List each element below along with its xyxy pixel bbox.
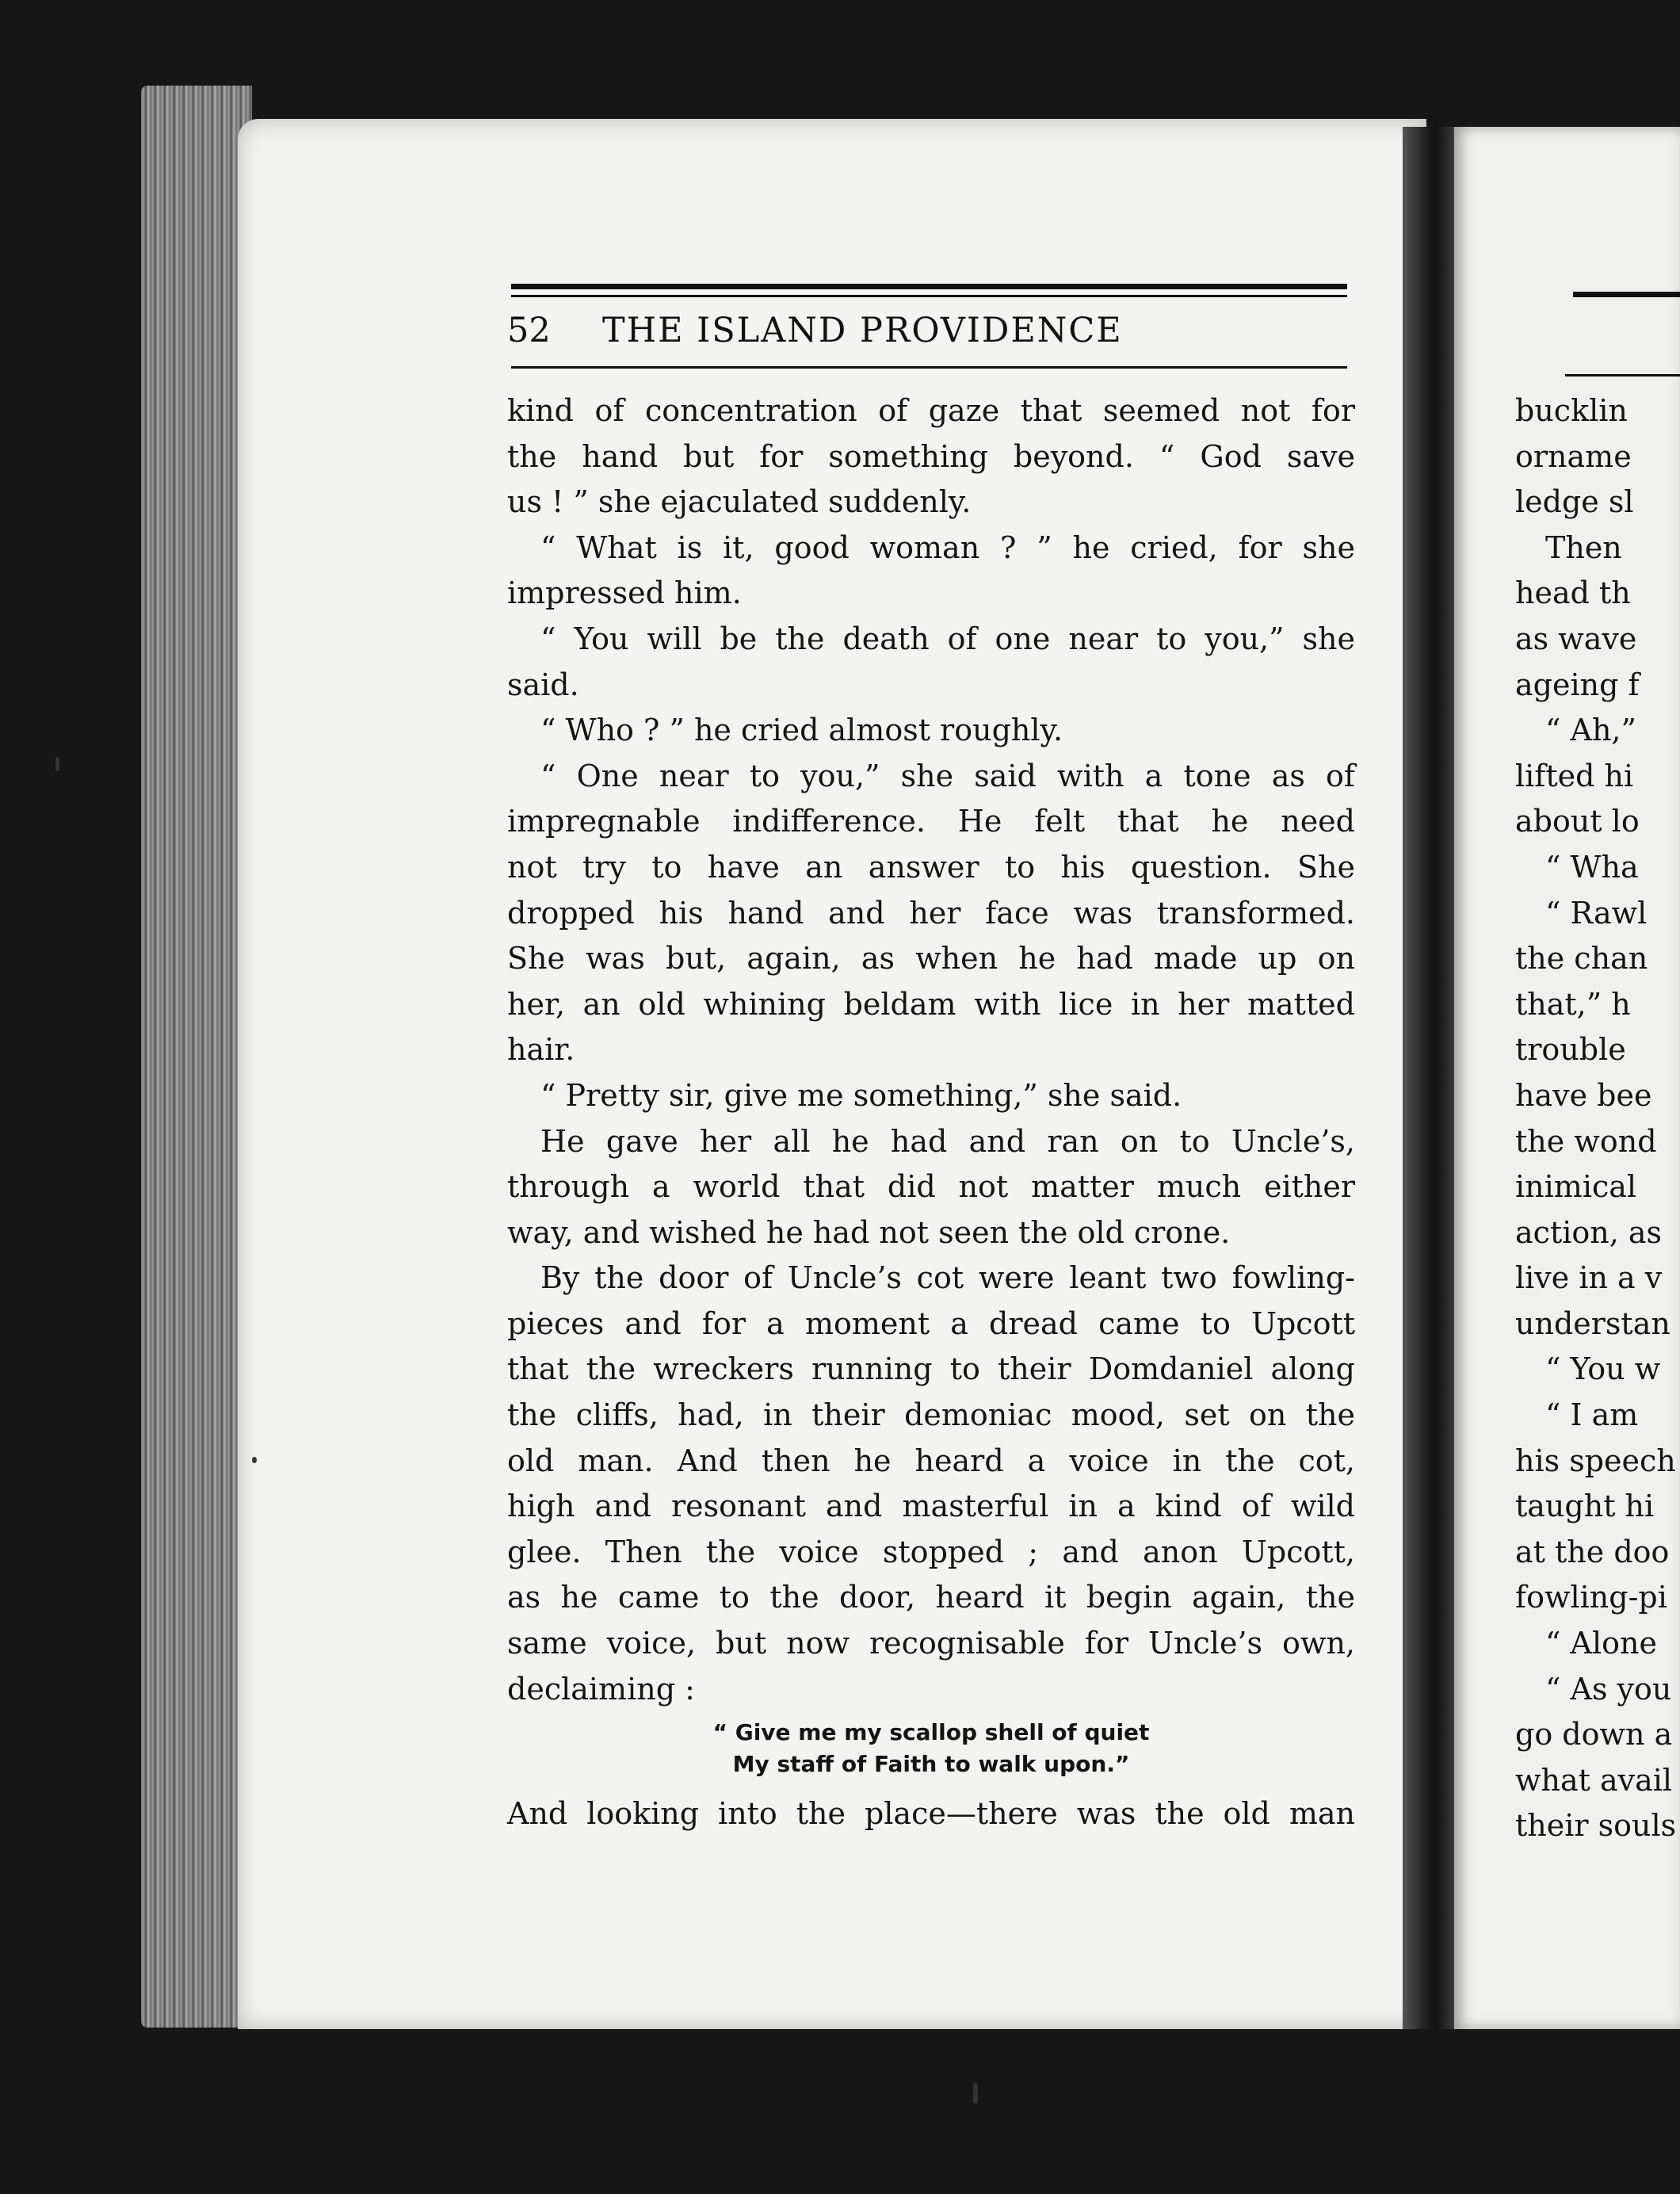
text-line: “ Wha <box>1545 849 1639 885</box>
text-line: ledge sl <box>1515 484 1634 520</box>
book-gutter <box>1403 127 1458 2029</box>
text-line: the chan <box>1515 941 1648 977</box>
text-line: fowling-pi <box>1515 1580 1667 1615</box>
text-line: their souls <box>1515 1808 1677 1844</box>
text-line: declaiming : <box>507 1671 695 1707</box>
text-line: not try to have an answer to his question. She <box>507 849 1355 885</box>
text-line: the cliffs, had, in their demoniac mood, set on the <box>507 1397 1355 1433</box>
text-line: bucklin <box>1515 393 1628 428</box>
scan-speck <box>55 757 59 771</box>
verse-quote-line: “ Give me my scallop shell of quiet <box>712 1719 1150 1746</box>
text-line: taught hi <box>1515 1489 1655 1524</box>
text-line: the wond <box>1515 1123 1657 1159</box>
text-line: high and resonant and masterful in a kind of wild <box>507 1489 1355 1524</box>
text-line: action, as <box>1515 1214 1663 1250</box>
text-line: old man. And then he heard a voice in the cot, <box>507 1443 1355 1478</box>
text-line: She was but, again, as when he had made up on <box>507 941 1355 977</box>
text-line: us ! ” she ejaculated suddenly. <box>507 484 972 520</box>
text-line: as wave <box>1515 621 1637 656</box>
text-line: pieces and for a moment a dread came to Upcott <box>507 1305 1355 1341</box>
text-line: head th <box>1515 575 1631 611</box>
verse-quote-line: My staff of Faith to walk upon.” <box>732 1751 1130 1778</box>
right-page-text <box>1515 388 1680 1849</box>
text-line: “ I am <box>1545 1397 1639 1433</box>
scan-speck <box>973 2083 978 2104</box>
page-number: 52 <box>507 311 551 350</box>
text-line: Then <box>1545 529 1622 565</box>
text-line: have bee <box>1515 1077 1652 1113</box>
text-line: “ Ah,” <box>1545 713 1636 748</box>
running-head <box>507 311 1347 350</box>
text-line: her, an old whining beldam with lice in her matted <box>507 986 1355 1022</box>
body-text <box>507 388 1355 1837</box>
text-line: “ You will be the death of one near to you,” she <box>540 621 1355 656</box>
text-line: “ What is it, good woman ? ” he cried, for she <box>540 529 1355 565</box>
text-line: impregnable indifference. He felt that he need <box>507 804 1355 839</box>
page-edges <box>141 86 252 2028</box>
text-line: hair. <box>507 1032 575 1068</box>
running-title: THE ISLAND PROVIDENCE <box>602 311 1123 350</box>
text-line: his speech <box>1515 1443 1676 1478</box>
text-line: said. <box>507 667 579 702</box>
text-line: lifted hi <box>1515 758 1634 793</box>
scan-speck <box>252 1457 257 1463</box>
text-line: “ As you <box>1545 1671 1672 1707</box>
text-line: that,” h <box>1515 986 1631 1022</box>
text-line: By the door of Uncle’s cot were leant two fowling- <box>540 1260 1355 1296</box>
text-line: “ Rawl <box>1545 895 1648 931</box>
right-header-rule-top <box>1573 292 1680 297</box>
text-line: trouble <box>1515 1032 1626 1068</box>
text-line: that the wreckers running to their Domdaniel along <box>507 1351 1355 1387</box>
text-line: “ Pretty sir, give me something,” she said. <box>540 1077 1182 1113</box>
text-line: impressed him. <box>507 575 742 611</box>
header-rule-top <box>511 284 1347 289</box>
text-line: what avail <box>1515 1762 1673 1798</box>
text-line: glee. Then the voice stopped ; and anon Upcott, <box>507 1534 1355 1569</box>
text-line: as he came to the door, heard it begin again, the <box>507 1580 1355 1615</box>
text-line: way, and wished he had not seen the old crone. <box>507 1214 1231 1250</box>
text-line: inimical <box>1515 1169 1637 1205</box>
header-rule-bottom <box>511 366 1347 369</box>
text-line: understan <box>1515 1305 1670 1341</box>
text-line: And looking into the place—there was the old man <box>507 1796 1355 1832</box>
text-line: “ Alone <box>1545 1626 1657 1661</box>
right-header-rule-bottom <box>1565 374 1680 376</box>
header-rule-second <box>511 295 1347 297</box>
text-line: live in a v <box>1515 1260 1663 1296</box>
text-line: same voice, but now recognisable for Uncle’s own, <box>507 1626 1355 1661</box>
text-line: ornamе <box>1515 438 1632 474</box>
text-line: ageing f <box>1515 667 1640 702</box>
text-line: “ You w <box>1545 1351 1661 1387</box>
text-line: dropped his hand and her face was transformed. <box>507 895 1355 931</box>
text-line: He gave her all he had and ran on to Uncle’s, <box>540 1123 1355 1159</box>
text-line: through a world that did not matter much either <box>507 1169 1355 1205</box>
text-line: about lo <box>1515 804 1640 839</box>
text-line: “ Who ? ” he cried almost roughly. <box>540 713 1063 748</box>
text-line: “ One near to you,” she said with a tone as of <box>540 758 1355 793</box>
text-line: at the doo <box>1515 1534 1670 1569</box>
text-line: kind of concentration of gaze that seemed not for <box>507 393 1355 428</box>
text-line: the hand but for something beyond. “ God save <box>507 438 1355 474</box>
text-line: go down a <box>1515 1717 1673 1753</box>
